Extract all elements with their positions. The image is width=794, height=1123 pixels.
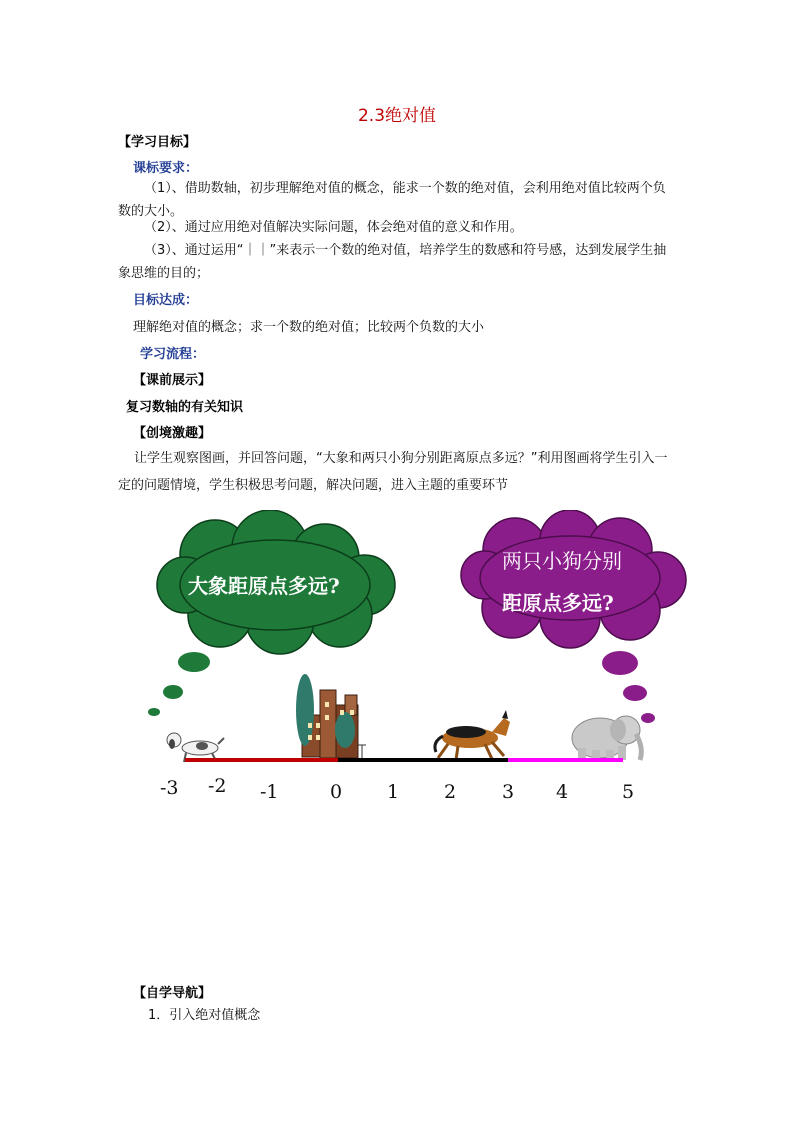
axis-label-neg1: -1: [260, 781, 279, 800]
goal-achievement-label: 目标达成：: [133, 293, 199, 308]
shepherd-dog-icon: [435, 710, 510, 760]
self-study-header: 【自学导航】: [133, 986, 212, 1001]
axis-label-3: 3: [502, 781, 515, 800]
number-line-illustration: [140, 510, 700, 800]
left-trail-bubble-1: [178, 652, 210, 672]
preview-header: 【课前展示】: [133, 373, 212, 388]
goal-item-3: （3）、通过运用“｜｜”来表示一个数的绝对值，培养学生的数感和符号感，达到发展学生抽象思维的目的；: [118, 243, 667, 281]
right-thought-bubble: [461, 510, 686, 648]
axis-label-neg3: -3: [160, 777, 179, 799]
page-title: 2.3绝对值: [357, 106, 437, 126]
scene-header: 【创境激趣】: [133, 426, 212, 441]
self-study-item-1: 1．引入绝对值概念: [148, 1008, 261, 1023]
learning-flow-label: 学习流程：: [140, 347, 206, 362]
left-trail-bubble-3: [148, 708, 160, 716]
small-dog-icon: [167, 733, 224, 762]
axis-label-0: 0: [330, 781, 343, 800]
axis-label-2: 2: [444, 781, 457, 800]
learning-goals-header: 【学习目标】: [118, 135, 197, 150]
city-buildings-icon: [296, 674, 366, 758]
goal-achievement-text: 理解绝对值的概念；求一个数的绝对值；比较两个负数的大小: [133, 320, 485, 335]
axis-label-1: 1: [387, 781, 400, 800]
goal-item-1: （1）、借助数轴，初步理解绝对值的概念，能求一个数的绝对值，会利用绝对值比较两个负数的大小。: [118, 181, 666, 219]
right-trail-bubble-2: [623, 685, 647, 701]
scene-text: 让学生观察图画，并回答问题，“大象和两只小狗分别距离原点多远？”利用图画将学生引入一定的问题情境，学生积极思考问题，解决问题，进入主题的重要环节: [118, 451, 668, 493]
axis-label-5: 5: [622, 781, 635, 800]
right-bubble-text-line1: 两只小狗分别: [502, 549, 622, 573]
curriculum-requirements-label: 课标要求：: [133, 161, 199, 176]
axis-label-4: 4: [556, 781, 569, 800]
right-bubble-text-line2: 距原点多远?: [502, 591, 614, 615]
preview-text: 复习数轴的有关知识: [126, 400, 244, 415]
left-trail-bubble-2: [163, 685, 183, 699]
right-trail-bubble-3: [641, 713, 655, 723]
right-trail-bubble-1: [602, 651, 638, 675]
left-bubble-text: 大象距原点多远?: [188, 574, 340, 598]
elephant-icon: [572, 716, 641, 760]
axis-label-neg2: -2: [208, 775, 227, 797]
goal-item-2: （2）、通过应用绝对值解决实际问题，体会绝对值的意义和作用。: [144, 220, 523, 235]
